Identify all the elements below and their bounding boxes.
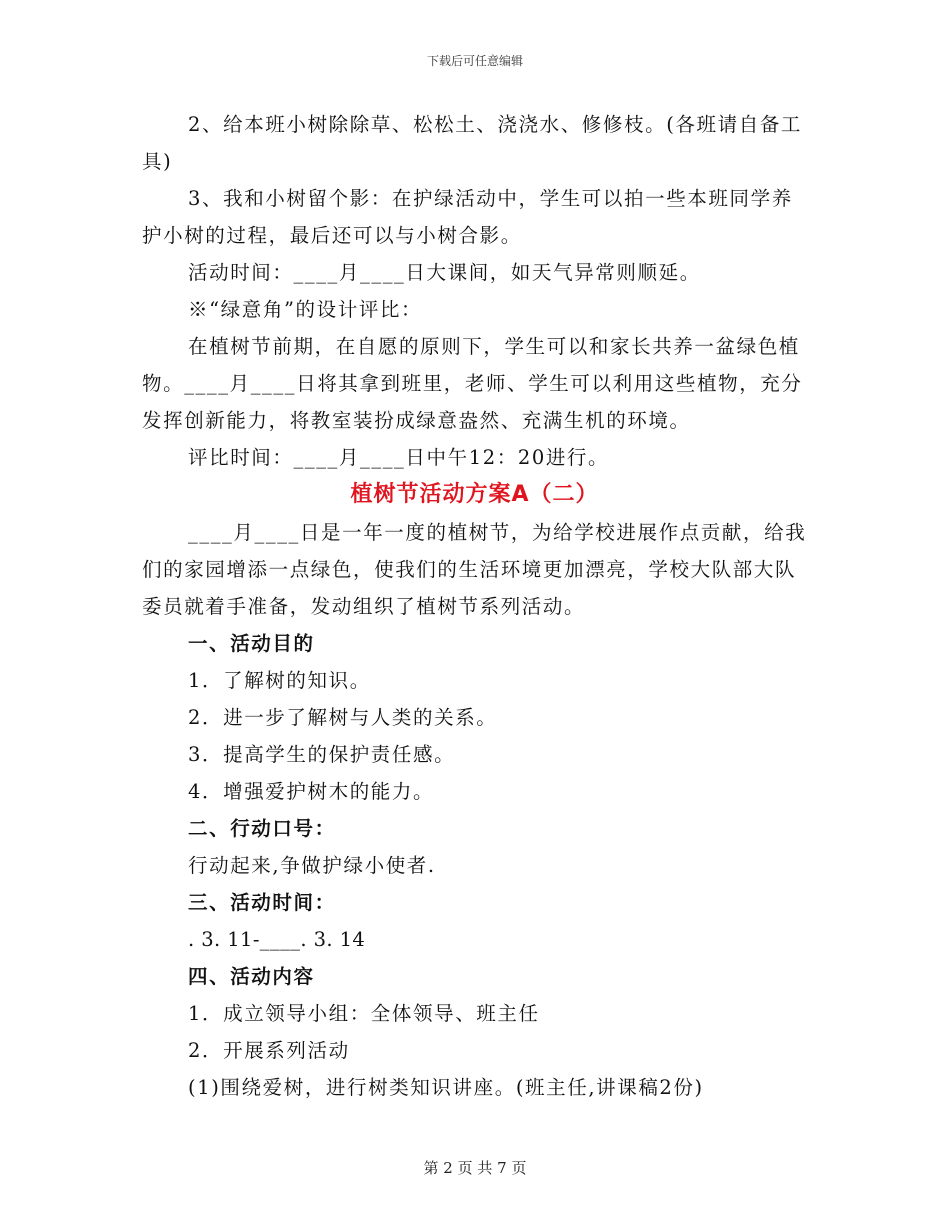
paragraph-weeding: 2、给本班小树除除草、松松土、浇浇水、修修枝。(各班请自备工具) [142,113,803,173]
goal-heading: 一、活动目的 [188,632,315,655]
page-footer: 第 2 页 共 7 页 [423,1159,527,1177]
paragraph-activity-time: 活动时间：____月____日大课间，如天气异常则顺延。 [188,261,701,284]
paragraph-photo: 3、我和小树留个影：在护绿活动中，学生可以拍一些本班同学养护小树的过程，最后还可以与小树合影。 [142,187,793,247]
paragraph-green-corner: 在植树节前期，在自愿的原则下，学生可以和家长共养一盆绿色植物。____月____日将其拿到班里，老师、学生可以利用这些植物，充分发挥创新能力，将教室装扮成绿意盎然、充满生机的环境。 [142,335,803,432]
content-item: 1．成立领导小组：全体领导、班主任 [188,1002,540,1025]
intro-paragraph: ____月____日是一年一度的植树节，为给学校进展作点贡献，给我们的家园增添一点绿色，使我们的生活环境更加漂亮，学校大队部大队委员就着手准备，发动组织了植树节系列活动。 [142,521,807,618]
content-item: (1)围绕爱树，进行树类知识讲座。(班主任,讲课稿2份) [188,1076,704,1099]
time-heading: 三、活动时间： [188,891,336,914]
slogan-heading: 二、行动口号： [188,817,336,840]
goal-item: 3．提高学生的保护责任感。 [188,743,456,766]
goal-item: 1．了解树的知识。 [188,669,371,692]
content-item: 2．开展系列活动 [188,1039,350,1062]
paragraph-judging-time: 评比时间：____月____日中午12：20进行。 [188,446,610,469]
section-title: 植树节活动方案A（二） [350,482,599,507]
slogan-text: 行动起来,争做护绿小使者. [188,854,436,877]
time-text: . 3. 11-____. 3. 14 [188,928,366,951]
page-header: 下载后可任意编辑 [426,54,523,68]
content-heading: 四、活动内容 [188,965,315,988]
paragraph-green-corner-heading: ※“绿意角”的设计评比： [188,298,423,321]
goal-item: 2．进一步了解树与人类的关系。 [188,706,498,729]
goal-item: 4．增强爱护树木的能力。 [188,780,435,803]
document-body [142,106,807,1106]
